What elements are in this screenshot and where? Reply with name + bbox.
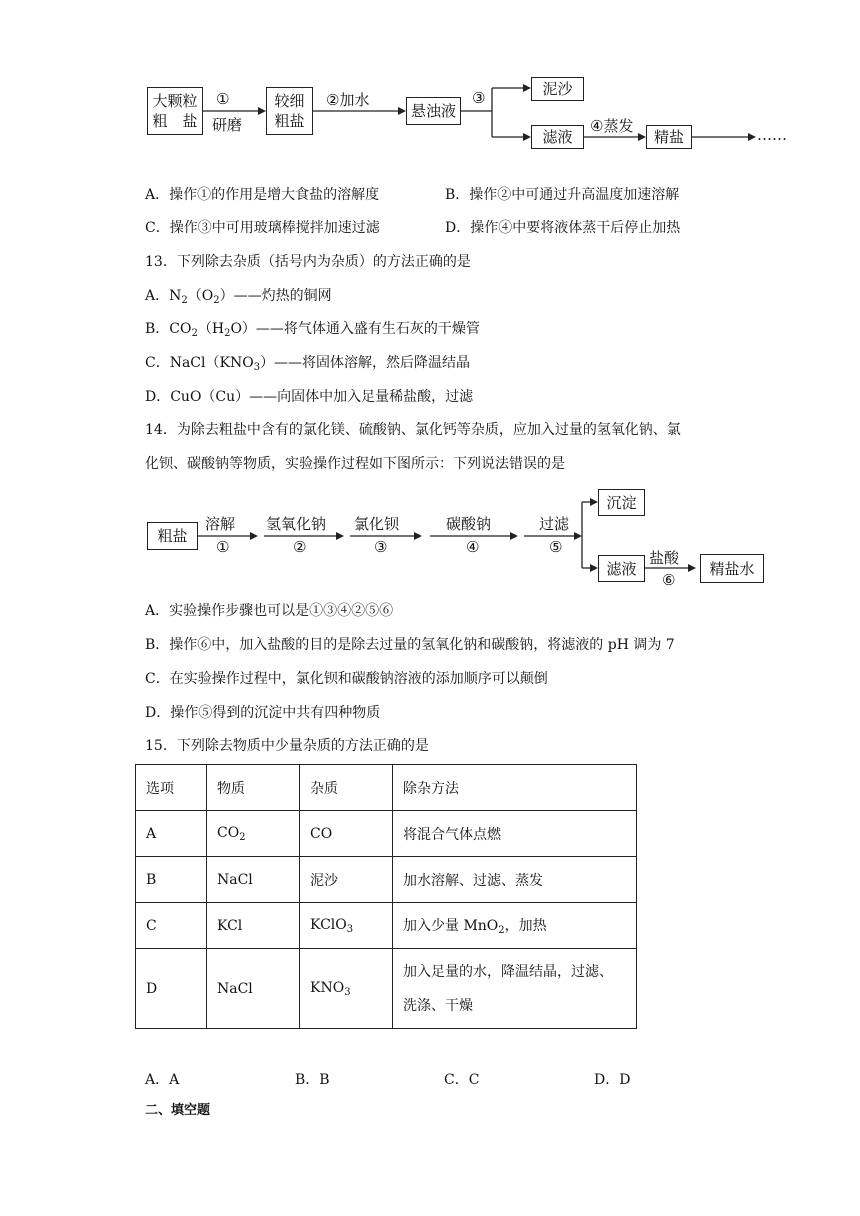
table-cell: $CO_2$ <box>207 811 300 857</box>
table-cell: KCl <box>207 903 300 949</box>
q13-option-b: B．$CO_2(H_2O)——$将气体通入盛有生石灰的干燥管 <box>145 321 480 339</box>
label-filter: 过滤 <box>539 515 570 533</box>
box-crude-salt: 粗盐 <box>147 522 198 550</box>
table-header-cell: 杂质 <box>300 765 393 811</box>
box-finer-salt: 较细 粗盐 <box>266 87 313 135</box>
box-precipitate: 沉淀 <box>598 489 645 516</box>
box-filtrate: 滤液 <box>531 125 584 149</box>
q14-stem-line1: 14．为除去粗盐中含有的氯化镁、硫酸钠、氯化钙等杂质，应加入过量的氢氧化钠、氯 <box>145 422 681 438</box>
table-cell: NaCl <box>207 857 300 903</box>
table-cell: KClO$_3$ <box>300 903 393 949</box>
table-cell: 加入足量的水，降温结晶，过滤、 洗涤、干燥 <box>393 949 637 1029</box>
table-row <box>136 903 637 949</box>
box-suspension: 悬浊液 <box>406 97 461 125</box>
label-dissolve: 溶解 <box>205 515 236 533</box>
table-header-cell: 物质 <box>207 765 300 811</box>
q13-option-d: D．CuO（Cu）——向固体中加入足量稀盐酸，过滤 <box>145 389 474 405</box>
label-naoh: 氢氧化钠 <box>266 515 327 533</box>
table-cell: 加水溶解、过滤、蒸发 <box>393 857 637 903</box>
q12-option-a: A．操作①的作用是增大食盐的溶解度 <box>145 187 380 203</box>
step1-number: ① <box>216 90 230 108</box>
q12-option-b: B．操作②中可通过升高温度加速溶解 <box>445 187 680 203</box>
label-bacl2: 氯化钡 <box>354 515 400 533</box>
q15-answer-b: B．B <box>295 1072 330 1088</box>
q13-option-a: A．$N_2(O_2)——$灼热的铜网 <box>145 288 332 306</box>
q14-option-a: A．实验操作步骤也可以是①③④②⑤⑥ <box>145 603 394 619</box>
step1-name: 研磨 <box>212 116 243 134</box>
table-header-row <box>136 765 637 811</box>
q15-answer-a: A．A <box>145 1072 180 1088</box>
box-refined-salt: 精盐 <box>646 125 692 149</box>
q14-option-c: C．在实验操作过程中，氯化钡和碳酸钠溶液的添加顺序可以颠倒 <box>145 671 548 687</box>
q15-answer-c: C．C <box>444 1072 480 1088</box>
label-step-6: ⑥ <box>662 571 676 589</box>
box-brine: 精盐水 <box>700 554 764 583</box>
label-step-1: ① <box>216 538 230 556</box>
table-cell: C <box>136 903 207 949</box>
table-cell: CO <box>300 811 393 857</box>
q13-stem: 13．下列除去杂质（括号内为杂质）的方法正确的是 <box>145 254 471 270</box>
table-row <box>136 857 637 903</box>
table-cell: 泥沙 <box>300 857 393 903</box>
table-cell: D <box>136 949 207 1029</box>
q12-option-d: D．操作④中要将液体蒸干后停止加热 <box>445 220 681 236</box>
label-na2co3: 碳酸钠 <box>446 515 492 533</box>
label-step-5: ⑤ <box>549 538 563 556</box>
step2-label: ②加水 <box>326 91 370 109</box>
table-header-cell: 选项 <box>136 765 207 811</box>
table-cell: NaCl <box>207 949 300 1029</box>
q13-option-c: C．$NaCl(KNO_3)——$将固体溶解，然后降温结晶 <box>145 355 471 373</box>
label-step-2: ② <box>293 538 307 556</box>
q14-option-b: B．操作⑥中，加入盐酸的目的是除去过量的氢氧化钠和碳酸钠，将滤液的 pH 调为 7 <box>145 637 675 653</box>
q14-option-d: D．操作⑤得到的沉淀中共有四种物质 <box>145 705 381 721</box>
q12-option-c: C．操作③中可用玻璃棒搅拌加速过滤 <box>145 220 380 236</box>
ellipsis: …… <box>757 126 787 144</box>
box-mud-sand: 泥沙 <box>531 77 584 101</box>
box-filtrate-2: 滤液 <box>598 555 645 582</box>
table-header-cell: 除杂方法 <box>393 765 637 811</box>
label-hcl: 盐酸 <box>649 549 680 567</box>
step3-label: ③ <box>472 89 486 107</box>
table-cell: 将混合气体点燃 <box>393 811 637 857</box>
step4-label: ④蒸发 <box>590 117 634 135</box>
table-cell: A <box>136 811 207 857</box>
label-step-3: ③ <box>374 538 388 556</box>
q15-table <box>135 764 637 1029</box>
section-title: 二、填空题 <box>145 1103 211 1118</box>
table-cell: 加入少量 MnO$_2$，加热 <box>393 903 637 949</box>
q15-answer-d: D．D <box>594 1072 631 1088</box>
label-step-4: ④ <box>466 538 480 556</box>
box-coarse-salt: 大颗粒 粗 盐 <box>147 87 203 135</box>
table-row <box>136 811 637 857</box>
table-cell: $KNO_3$ <box>300 949 393 1029</box>
table-row <box>136 949 637 1029</box>
q15-stem: 15．下列除去物质中少量杂质的方法正确的是 <box>145 738 429 754</box>
table-cell: B <box>136 857 207 903</box>
q14-stem-line2: 化钡、碳酸钠等物质，实验操作过程如下图所示：下列说法错误的是 <box>145 456 565 472</box>
